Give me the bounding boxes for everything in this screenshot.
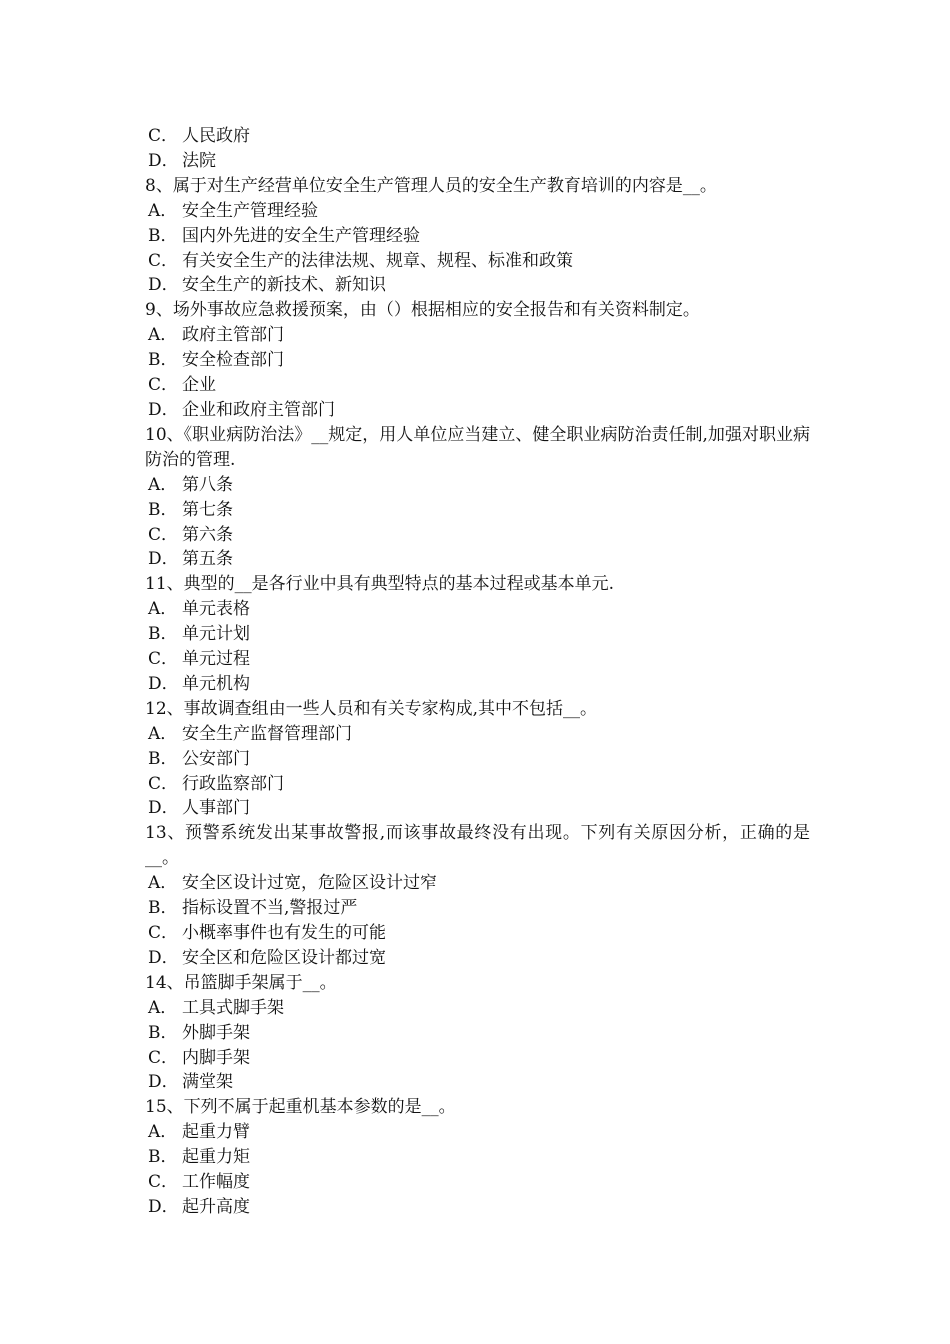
option-letter: A．	[148, 200, 178, 221]
option-b	[145, 1021, 810, 1046]
question-list	[145, 124, 810, 1220]
option-text: 行政监察部门	[182, 773, 284, 794]
option-c	[145, 1046, 810, 1071]
option-letter: C．	[148, 1047, 179, 1068]
option-letter: A．	[148, 723, 178, 744]
option-d	[145, 946, 810, 971]
option-text: 第七条	[182, 499, 233, 520]
option-letter: B．	[148, 624, 178, 645]
option-letter: B．	[148, 1022, 178, 1043]
option-c	[145, 772, 810, 797]
option-letter: A．	[148, 474, 178, 495]
option-letter: C．	[148, 375, 179, 396]
option-letter: D．	[148, 798, 179, 819]
option-text: 法院	[182, 150, 216, 171]
option-text: 单元机构	[182, 673, 250, 694]
option-text: 小概率事件也有发生的可能	[182, 923, 386, 943]
option-c	[145, 1170, 810, 1195]
option-text: 工作幅度	[182, 1172, 250, 1193]
option-text: 安全检查部门	[182, 350, 284, 371]
question-11-text: 11、典型的__是各行业中具有典型特点的基本过程或基本单元.	[145, 574, 615, 595]
option-c	[145, 523, 810, 548]
option-letter: B．	[148, 499, 178, 520]
option-letter: D．	[148, 1196, 179, 1217]
option-letter: D．	[148, 947, 179, 968]
option-letter: C．	[148, 923, 179, 943]
option-c	[145, 124, 810, 149]
option-text: 安全生产的新技术、新知识	[182, 275, 386, 296]
option-c	[145, 249, 810, 274]
option-text: 第五条	[182, 549, 233, 570]
option-letter: D．	[148, 549, 179, 570]
option-letter: C．	[148, 1172, 179, 1193]
option-letter: D．	[148, 1072, 179, 1093]
option-d	[145, 547, 810, 572]
option-letter: C．	[148, 649, 179, 670]
option-letter: D．	[148, 399, 179, 420]
option-b	[145, 224, 810, 249]
option-text: 人事部门	[182, 798, 250, 819]
option-text: 安全区设计过宽，危险区设计过窄	[182, 873, 437, 894]
option-d	[145, 149, 810, 174]
option-letter: B．	[148, 1147, 178, 1168]
question-14-text: 14、吊篮脚手架属于__。	[145, 972, 337, 993]
option-letter: C．	[148, 126, 179, 146]
option-a	[145, 323, 810, 348]
option-text: 第六条	[182, 524, 233, 545]
option-letter: C．	[148, 773, 179, 794]
option-d	[145, 1195, 810, 1220]
option-text: 公安部门	[182, 748, 250, 769]
option-text: 安全区和危险区设计都过宽	[182, 947, 386, 968]
question-15-text: 15、下列不属于起重机基本参数的是__。	[145, 1097, 456, 1118]
option-text: 单元表格	[182, 599, 250, 620]
option-letter: D．	[148, 150, 179, 171]
option-text: 单元过程	[182, 649, 250, 670]
option-text: 政府主管部门	[182, 325, 284, 346]
option-letter: B．	[148, 898, 178, 919]
option-letter: B．	[148, 225, 178, 246]
option-b	[145, 747, 810, 772]
question-10-text: 10、《职业病防治法》__规定，用人单位应当建立、健全职业病防治责任制,加强对职业病防治的管理.	[145, 424, 810, 470]
option-text: 外脚手架	[182, 1022, 250, 1043]
option-text: 起升高度	[182, 1196, 250, 1217]
question-9-text: 9、场外事故应急救援预案，由（）根据相应的安全报告和有关资料制定。	[145, 300, 700, 321]
option-letter: D．	[148, 275, 179, 296]
option-text: 起重力臂	[182, 1122, 250, 1143]
option-letter: A．	[148, 599, 178, 620]
option-text: 第八条	[182, 474, 233, 495]
option-text: 内脚手架	[182, 1047, 250, 1068]
option-c	[145, 921, 810, 946]
option-text: 企业和政府主管部门	[182, 399, 335, 420]
option-d	[145, 1070, 810, 1095]
option-letter: D．	[148, 673, 179, 694]
option-text: 指标设置不当,警报过严	[182, 898, 358, 919]
question-12-text: 12、事故调查组由一些人员和有关专家构成,其中不包括__。	[145, 698, 598, 719]
option-b	[145, 1145, 810, 1170]
option-letter: A．	[148, 997, 178, 1018]
option-b	[145, 348, 810, 373]
option-letter: C．	[148, 524, 179, 545]
option-letter: A．	[148, 325, 178, 346]
option-text: 安全生产管理经验	[182, 200, 318, 221]
option-a	[145, 871, 810, 896]
option-text: 工具式脚手架	[182, 997, 284, 1018]
option-d	[145, 398, 810, 423]
option-letter: A．	[148, 1122, 178, 1143]
option-d	[145, 796, 810, 821]
option-b	[145, 896, 810, 921]
question-8-text: 8、属于对生产经营单位安全生产管理人员的安全生产教育培训的内容是__。	[145, 175, 717, 196]
option-text: 人民政府	[182, 126, 250, 146]
option-c	[145, 373, 810, 398]
option-text: 满堂架	[182, 1072, 233, 1093]
option-d	[145, 273, 810, 298]
option-text: 单元计划	[182, 624, 250, 645]
option-c	[145, 647, 810, 672]
option-text: 国内外先进的安全生产管理经验	[182, 225, 420, 246]
option-a	[145, 473, 810, 498]
option-text: 有关安全生产的法律法规、规章、规程、标准和政策	[182, 250, 573, 271]
option-b	[145, 498, 810, 523]
option-text: 起重力矩	[182, 1147, 250, 1168]
question-13-text: 13、预警系统发出某事故警报,而该事故最终没有出现。下列有关原因分析，正确的是__。	[145, 823, 810, 869]
option-letter: C．	[148, 250, 179, 271]
option-b	[145, 622, 810, 647]
option-letter: B．	[148, 748, 178, 769]
option-d	[145, 672, 810, 697]
option-text: 安全生产监督管理部门	[182, 723, 352, 744]
option-text: 企业	[182, 375, 216, 396]
option-letter: B．	[148, 350, 178, 371]
option-letter: A．	[148, 873, 178, 894]
option-a	[145, 996, 810, 1021]
option-a	[145, 597, 810, 622]
option-a	[145, 1120, 810, 1145]
option-a	[145, 199, 810, 224]
option-a	[145, 722, 810, 747]
